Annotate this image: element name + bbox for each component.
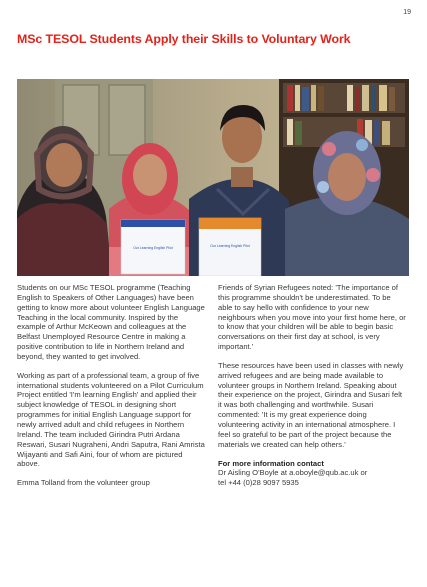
right-paragraph-1: Friends of Syrian Refugees noted: 'The importance of this programme shouldn't be underestimated. To be able to say hello with confidence to your new neighbours when you move into your first home here, or to know that your children will be able to begin basic conversations on their first day at school, is very important.' (218, 283, 406, 352)
article-headline: MSc TESOL Students Apply their Skills to Voluntary Work (17, 32, 351, 46)
right-paragraph-2: These resources have been used in classes with newly arrived refugees and are being made available to volunteer groups in Northern Ireland. Speaking about their experience on the project, Girindra and Susari felt it was both challenging and worthwhile. Susari commented: 'It is my great experience doing volunteering activity in an international atmosphere. I feel so grateful to be part of the project because the materials we created can help others.' (218, 360, 404, 449)
contact-heading: For more information contact (218, 458, 324, 468)
left-paragraph-2: Working as part of a professional team, a group of five international students volunteered on a Pilot Curriculum Project entitled 'I'm learning English' and applied their subject knowledge of TESOL in designing short programmes for initial English Language support for newly arrived adult and child refugees in Northern Ireland. The team included Girindra Putri Ardana Reswari, Susari Nugraheni, Andri Saputra, Rani Amrista Wijayanti and Safi Aini, four of whom are pictured above. (17, 370, 205, 469)
page-number: 19 (403, 9, 411, 16)
contact-block (218, 459, 406, 489)
sign-left-text: Our Learning English Pilot (133, 246, 173, 250)
article-right-column (218, 283, 406, 497)
contact-phone-line: tel +44 (0)28 9097 5935 (218, 478, 299, 488)
sign-right-text: Our Learning English Pilot (210, 244, 250, 248)
article-left-column (17, 283, 205, 497)
group-photo (17, 79, 409, 276)
left-paragraph-3: Emma Tolland from the volunteer group (17, 478, 150, 488)
contact-email-line: Dr Aisling O'Boyle at a.oboyle@qub.ac.uk or (218, 468, 368, 478)
left-paragraph-1: Students on our MSc TESOL programme (Teaching English to Speakers of Other Languages) have been getting to know more about volunteer English Language Teaching in the local community. Inspired by the example of Arthur McKeown and colleagues at the Belfast Unemployed Resource Centre in making a positive contribution to life in Northern Ireland and beyond, they wanted to get involved. (17, 283, 205, 361)
